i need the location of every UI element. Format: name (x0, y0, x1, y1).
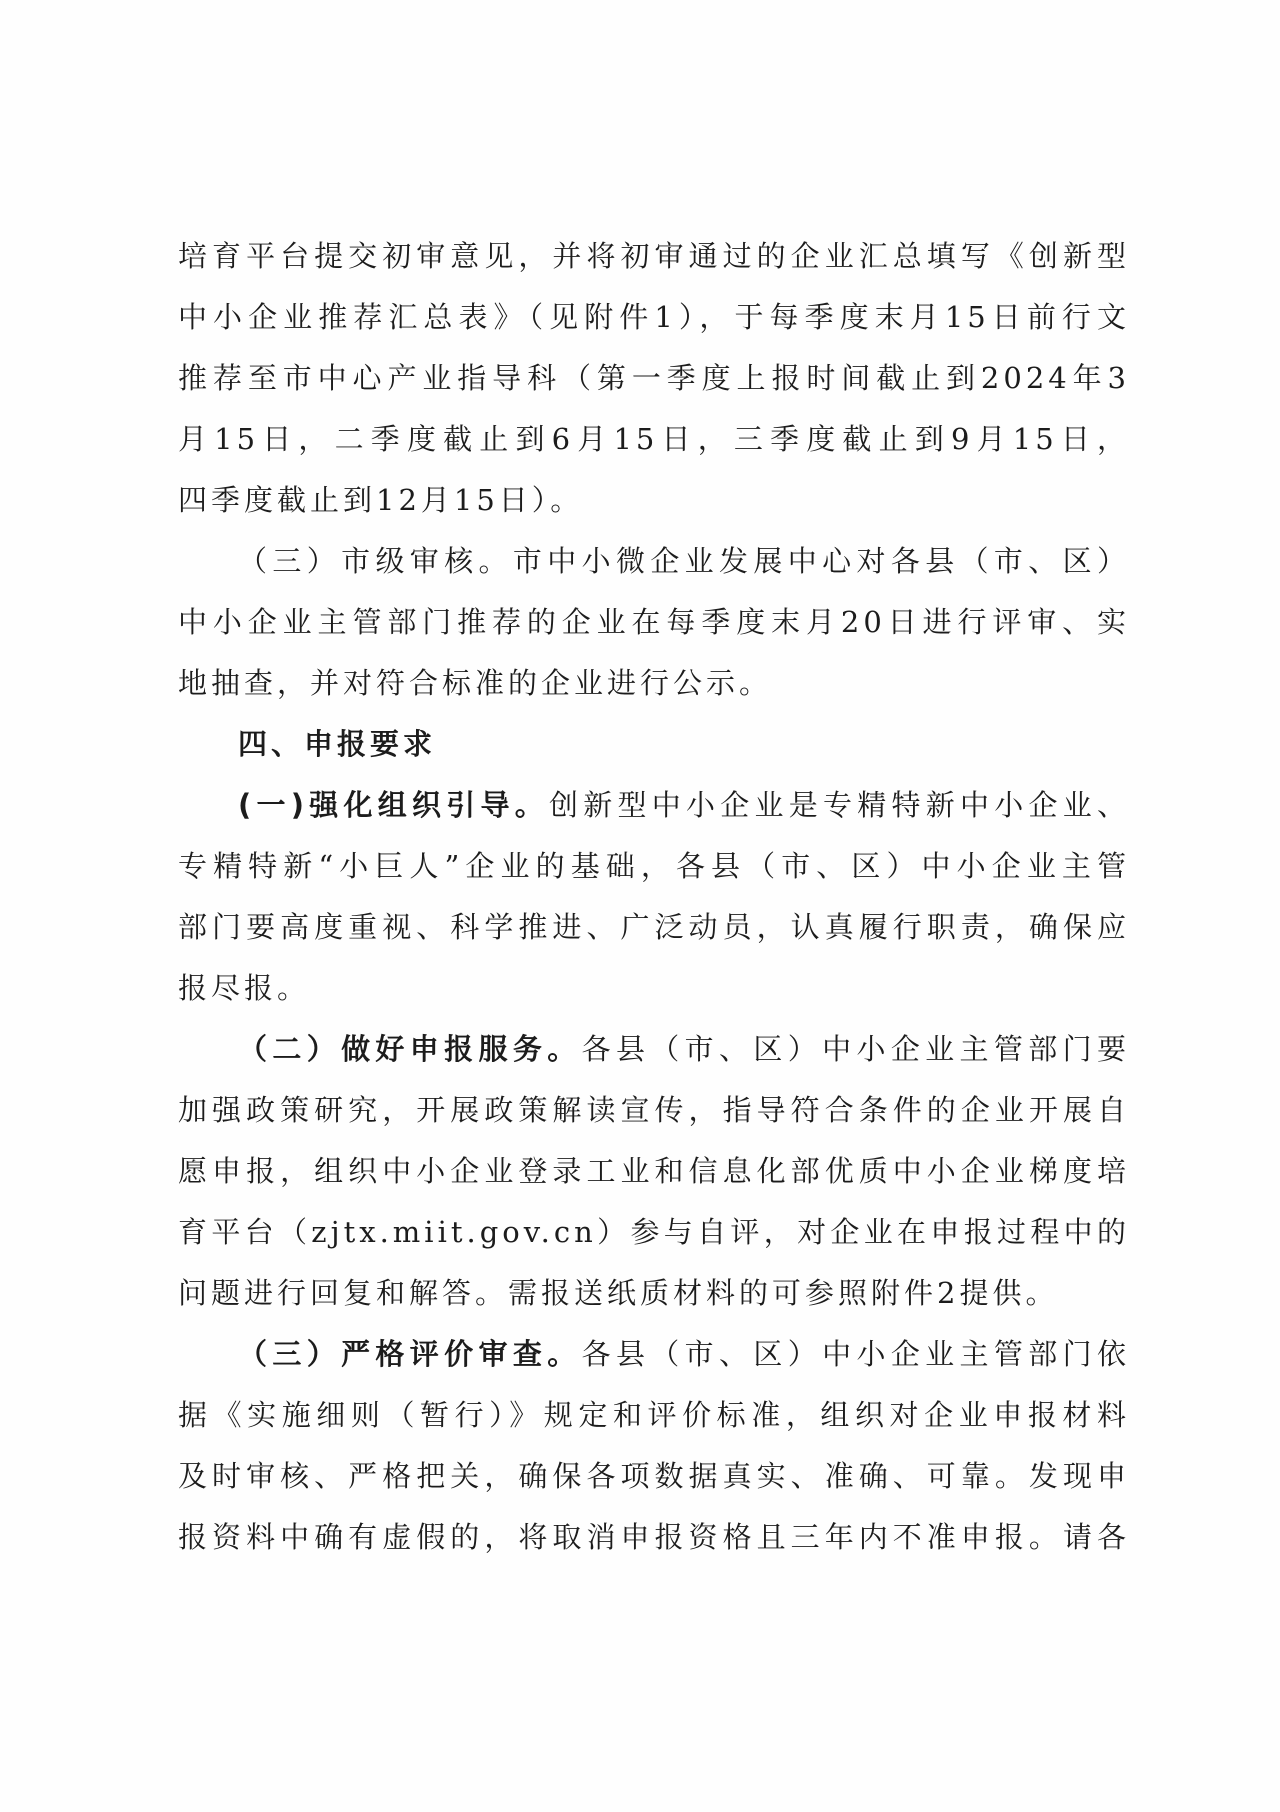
para4-line-1 (178, 1019, 1130, 1080)
para4-line-5: 问题进行回复和解答。需报送纸质材料的可参照附件2提供。 (178, 1276, 1059, 1310)
document-body (178, 226, 1130, 1568)
para3-line-1 (178, 775, 1130, 836)
para3-lead: (一)强化组织引导。 (238, 788, 549, 822)
para5-line-2: 据《实施细则（暂行）》规定和评价标准，组织对企业申报材料 (178, 1398, 1130, 1432)
para1-line-2: 中小企业推荐汇总表》（见附件1），于每季度末月15日前行文 (178, 300, 1130, 334)
para3-line-4: 报尽报。 (178, 971, 311, 1005)
para5-line-3: 及时审核、严格把关，确保各项数据真实、准确、可靠。发现申 (178, 1459, 1130, 1493)
para2-line-3: 地抽查，并对符合标准的企业进行公示。 (178, 666, 773, 700)
para3-line-2: 专精特新“小巨人”企业的基础，各县（市、区）中小企业主管 (178, 849, 1130, 883)
para2-line-1: （三）市级审核。市中小微企业发展中心对各县（市、区） (238, 544, 1130, 578)
para4-line-2: 加强政策研究，开展政策解读宣传，指导符合条件的企业开展自 (178, 1093, 1130, 1127)
para5-line-4: 报资料中确有虚假的，将取消申报资格且三年内不准申报。请各 (178, 1520, 1130, 1554)
para3-line-3: 部门要高度重视、科学推进、广泛动员，认真履行职责，确保应 (178, 910, 1130, 944)
para1-line-1: 培育平台提交初审意见，并将初审通过的企业汇总填写《创新型 (178, 239, 1130, 273)
para1-line-5: 四季度截止到12月15日）。 (178, 483, 584, 517)
para4-line-4: 育平台（zjtx.miit.gov.cn）参与自评，对企业在申报过程中的 (178, 1215, 1130, 1249)
para4-first-rest: 各县（市、区）中小企业主管部门要 (581, 1032, 1130, 1066)
para4-lead: （二）做好申报服务。 (238, 1032, 582, 1066)
para1-line-4: 月15日，二季度截止到6月15日，三季度截止到9月15日， (178, 422, 1130, 456)
para5-line-1 (178, 1324, 1130, 1385)
section-heading-4: 四、申报要求 (238, 727, 437, 761)
para2-line-2: 中小企业主管部门推荐的企业在每季度末月20日进行评审、实 (178, 605, 1130, 639)
para5-first-rest: 各县（市、区）中小企业主管部门依 (581, 1337, 1130, 1371)
para4-line-3: 愿申报，组织中小企业登录工业和信息化部优质中小企业梯度培 (178, 1154, 1130, 1188)
para3-first-rest: 创新型中小企业是专精特新中小企业、 (549, 788, 1130, 822)
para5-lead: （三）严格评价审查。 (238, 1337, 582, 1371)
para1-line-3: 推荐至市中心产业指导科（第一季度上报时间截止到2024年3 (178, 361, 1130, 395)
